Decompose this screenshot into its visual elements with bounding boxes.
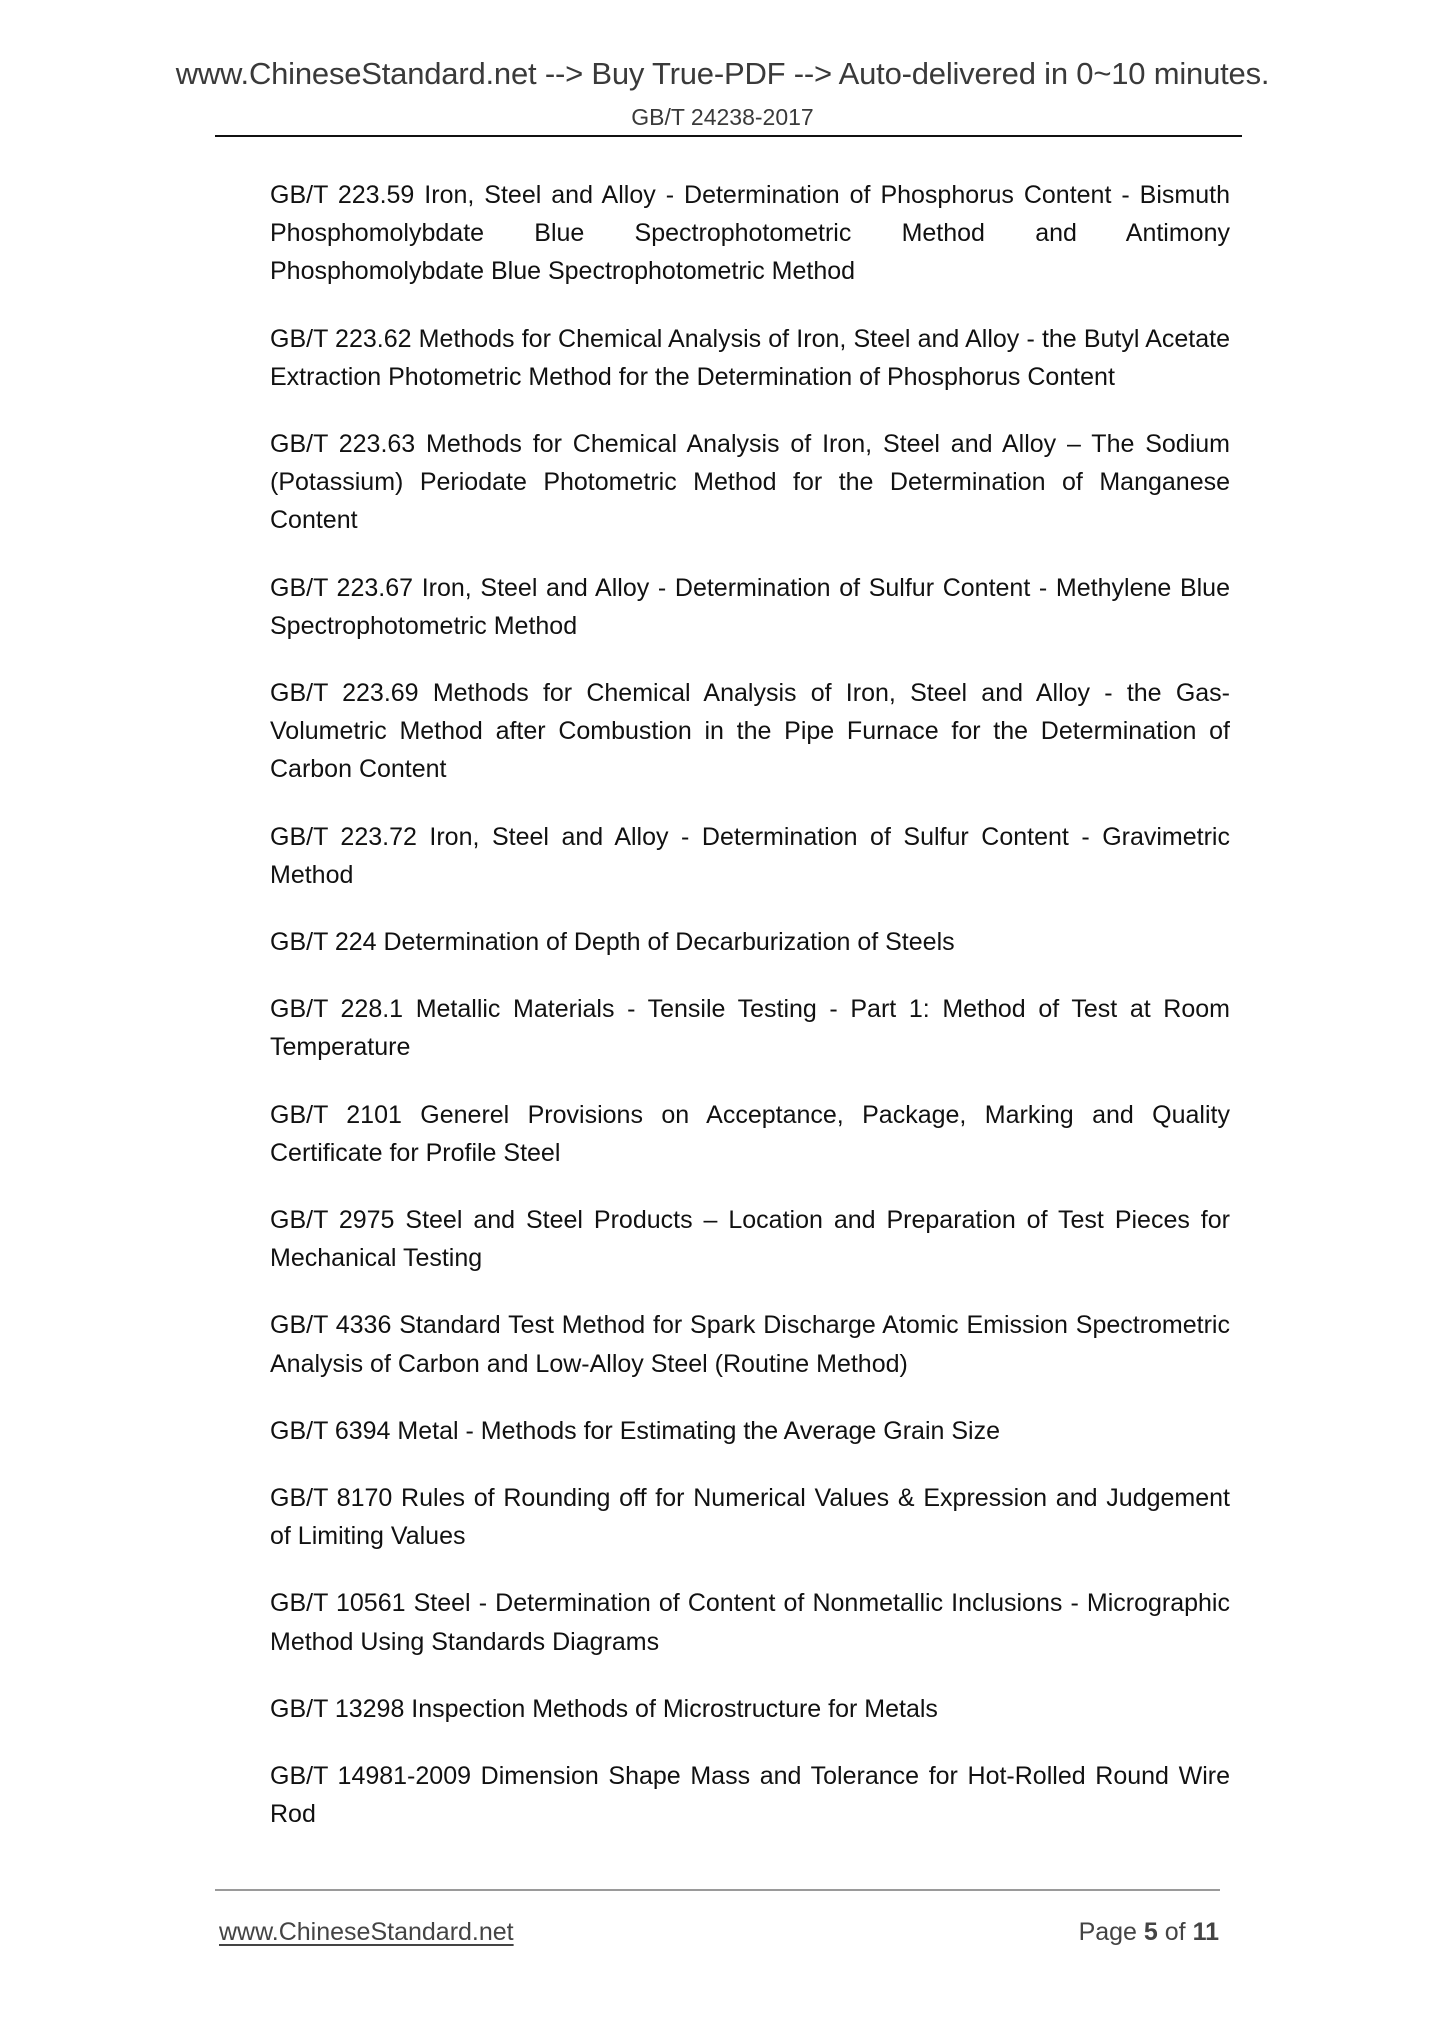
header-banner: www.ChineseStandard.net --> Buy True-PDF --> Auto-delivered in 0~10 minutes. bbox=[175, 56, 1270, 91]
page-total: 11 bbox=[1192, 1918, 1219, 1946]
reference-item: GB/T 223.63 Methods for Chemical Analysis of Iron, Steel and Alloy – The Sodium (Potassium) Periodate Photometric Method for the Determination of Manganese Content bbox=[270, 430, 1230, 535]
reference-item: GB/T 6394 Metal - Methods for Estimating the Average Grain Size bbox=[270, 1416, 1000, 1445]
reference-item: GB/T 223.72 Iron, Steel and Alloy - Determination of Sulfur Content - Gravimetric Method bbox=[270, 822, 1230, 889]
footer-divider bbox=[215, 1889, 1220, 1891]
reference-item: GB/T 2975 Steel and Steel Products – Location and Preparation of Test Pieces for Mechanical Testing bbox=[270, 1206, 1230, 1273]
reference-item: GB/T 224 Determination of Depth of Decarburization of Steels bbox=[270, 928, 955, 957]
reference-item: GB/T 228.1 Metallic Materials - Tensile Testing - Part 1: Method of Test at Room Temperature bbox=[270, 995, 1230, 1062]
document-id: GB/T 24238-2017 bbox=[631, 104, 814, 130]
reference-item: GB/T 8170 Rules of Rounding off for Numerical Values & Expression and Judgement of Limiting Values bbox=[270, 1484, 1230, 1551]
reference-item: GB/T 223.62 Methods for Chemical Analysis of Iron, Steel and Alloy - the Butyl Acetate Extraction Photometric Method for the Determination of Phosphorus Content bbox=[270, 324, 1230, 391]
reference-item: GB/T 13298 Inspection Methods of Microstructure for Metals bbox=[270, 1694, 938, 1723]
normative-references-list bbox=[270, 176, 1230, 1863]
reference-item: GB/T 4336 Standard Test Method for Spark Discharge Atomic Emission Spectrometric Analysis of Carbon and Low-Alloy Steel (Routine Method) bbox=[270, 1311, 1230, 1378]
page-prefix: Page bbox=[1078, 1918, 1144, 1946]
page-of: of bbox=[1157, 1918, 1193, 1946]
footer-site-link[interactable]: www.ChineseStandard.net bbox=[219, 1918, 514, 1946]
reference-item: GB/T 223.59 Iron, Steel and Alloy - Determination of Phosphorus Content - Bismuth Phosphomolybdate Blue Spectrophotometric Method and Antimony Phosphomolybdate Blue Spectrophotometric Method bbox=[270, 181, 1230, 286]
reference-item: GB/T 10561 Steel - Determination of Content of Nonmetallic Inclusions - Micrographic Method Using Standards Diagrams bbox=[270, 1589, 1230, 1656]
page-number bbox=[1079, 1918, 1219, 1947]
reference-item: GB/T 223.69 Methods for Chemical Analysis of Iron, Steel and Alloy - the Gas-Volumetric Method after Combustion in the Pipe Furnace for the Determination of Carbon Content bbox=[270, 679, 1230, 784]
reference-item: GB/T 223.67 Iron, Steel and Alloy - Determination of Sulfur Content - Methylene Blue Spectrophotometric Method bbox=[270, 573, 1230, 640]
header-divider bbox=[215, 135, 1242, 137]
page-current: 5 bbox=[1143, 1918, 1158, 1946]
reference-item: GB/T 14981-2009 Dimension Shape Mass and Tolerance for Hot-Rolled Round Wire Rod bbox=[270, 1762, 1230, 1829]
reference-item: GB/T 2101 Generel Provisions on Acceptance, Package, Marking and Quality Certificate for Profile Steel bbox=[270, 1100, 1230, 1167]
